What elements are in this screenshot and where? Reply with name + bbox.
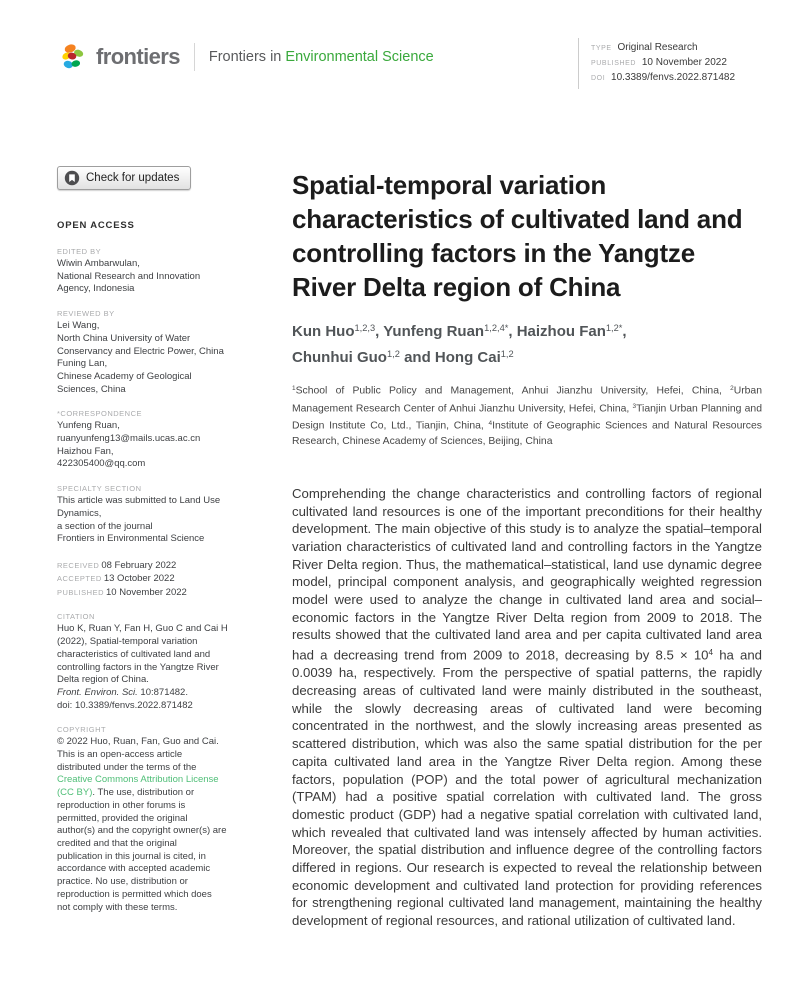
article-title: Spatial-temporal variation characteristics of cultivated land and controlling factors in the Yangtze River Delta region of China	[292, 170, 743, 302]
correspondence-name: Yunfeng Ruan,	[57, 420, 120, 432]
reviewed-by-label: REVIEWED BY	[57, 309, 115, 319]
journal-prefix: Frontiers in	[208, 49, 282, 65]
citation-section	[57, 612, 256, 712]
text-segment: not comply with these terms.	[57, 901, 178, 913]
text-line: National Research and Innovation	[57, 270, 201, 282]
frontiers-wordmark: frontiers	[96, 44, 180, 69]
text-line: North China University of Water	[57, 332, 191, 344]
crossmark-icon	[64, 170, 80, 186]
text-segment: Kun Huo	[292, 323, 355, 341]
reviewed-by-section	[57, 309, 256, 396]
copyright-section	[57, 725, 256, 914]
text-line: a section of the journal	[57, 520, 153, 532]
article-main	[292, 168, 762, 930]
text-segment: credited and that the original	[57, 838, 177, 849]
text-segment: 4	[708, 648, 714, 658]
meta-published-value: 10 November 2022	[641, 57, 727, 68]
correspondence-text	[57, 420, 256, 471]
journal-header	[58, 42, 434, 72]
text-segment: 1	[292, 385, 296, 393]
meta-published-row	[591, 56, 778, 71]
correspondence-name: Haizhou Fan,	[57, 445, 114, 457]
text-line: Sciences, China	[57, 383, 126, 395]
text-segment: distributed under the terms of the	[57, 761, 197, 773]
accepted-label: ACCEPTED	[57, 574, 102, 584]
published-date-row	[57, 586, 256, 600]
journal-name: Environmental Science	[285, 49, 434, 65]
citation-label: CITATION	[57, 612, 95, 622]
affiliations	[292, 381, 762, 449]
text-segment: and Hong Cai	[399, 349, 501, 367]
text-segment: Chunhui Guo	[292, 349, 387, 367]
cc-by-license-link[interactable]: (CC BY)	[57, 787, 93, 799]
text-line: Funing Lan,	[57, 358, 108, 370]
accepted-date-row	[57, 572, 256, 586]
journal-title	[209, 49, 434, 65]
dates-section	[57, 559, 256, 600]
text-segment: Front. Environ. Sci.	[57, 686, 138, 698]
received-date-row	[57, 559, 256, 573]
text-segment: 1,2,3	[354, 323, 376, 333]
text-line: Lei Wang,	[57, 320, 100, 332]
check-for-updates-label: Check for updates	[86, 172, 180, 184]
open-access-badge: OPEN ACCESS	[57, 220, 135, 231]
header-divider	[194, 43, 195, 71]
meta-type-label: TYPE	[591, 45, 612, 52]
citation-text	[57, 623, 256, 712]
text-line: Agency, Indonesia	[57, 283, 135, 295]
author-list	[292, 317, 762, 369]
received-label: RECEIVED	[57, 560, 100, 570]
edited-by-section	[57, 247, 256, 296]
text-segment: 1,2	[386, 349, 400, 360]
meta-doi-value: 10.3389/fenvs.2022.871482	[611, 72, 736, 83]
edited-by-label: EDITED BY	[57, 247, 102, 256]
text-segment: Comprehending the change characteristics and controlling factors of regional cultivated land resources is one of the important preconditions for their healthy development. The main objective of this study is to analyze the spatial–temporal variation characteristics of cultivated land and controlling factors in the Yangtze River Delta region. Thus, the mathematical–statistical, land use dynamic degree model, principal component analysis, and geographically weighted regression model were used to analyze the change in cultivated land area and social–economic factors in the Yangtze River Delta region from 2009 to 2018. The results showed that the cultivated land area and per capita cultivated land area had a decreasing trend from 2009 to 2018, decreasing by 8.5 × 10	[292, 485, 762, 663]
meta-doi-row	[591, 71, 778, 86]
cc-by-license-link[interactable]: Creative Commons Attribution License	[57, 774, 219, 786]
meta-type-row	[591, 41, 778, 56]
text-segment: ha and 0.0039 ha, respectively. From the perspective of spatial patterns, the rapidly decreasing areas of cultivated land were mainly distributed in the southeast, while the slowly decreasing areas of cultivated land were becoming concentrated in the northwest, and the slowly increasing areas presented as scattered distribution, which was also the same spatial distribution for the per capita cultivated land area in the Yangtze River Delta region. Among these factors, population (POP) and the total power of agricultural mechanization (TPAM) had a positive spatial correlation with cultivated land. The gross domestic product (GDP) had a negative spatial correlation with cultivated land, which revealed that cultivated land was intensely affected by human activities. Moreover, the spatial distribution and influence degree of the controlling factors differed in regions. Our research is expected to reveal the relationship between economic development and cultivated land protection for providing references for strengthening regional cultivated land management, maintaining the healthy development of regional resources, and rational utilization of cultivated land.	[292, 647, 763, 929]
article-meta-block	[578, 38, 778, 89]
text-segment: author(s) and the copyright owner(s) are	[57, 825, 227, 837]
text-segment: characteristics of cultivated land and	[57, 648, 211, 660]
text-segment: 3	[632, 402, 637, 410]
text-segment: 2	[730, 385, 734, 393]
text-segment: publication in this journal is cited, in	[57, 850, 206, 862]
text-segment: ,	[622, 323, 627, 341]
specialty-text	[57, 495, 256, 546]
text-line: Dynamics,	[57, 507, 102, 519]
article-sidebar	[57, 166, 256, 927]
text-segment: (2022), Spatial-temporal variation	[57, 636, 198, 648]
text-segment: accordance with accepted academic	[57, 863, 211, 875]
copyright-label: COPYRIGHT	[57, 725, 107, 735]
correspondence-section	[57, 409, 256, 471]
check-for-updates-button[interactable]	[57, 166, 191, 190]
text-segment: 1,2,4*	[484, 323, 509, 333]
published-value: 10 November 2022	[106, 586, 187, 598]
text-segment: practice. No use, distribution or	[57, 876, 188, 888]
text-line: Frontiers in Environmental Science	[57, 533, 205, 545]
frontiers-logo-icon	[58, 42, 88, 72]
specialty-section	[57, 484, 256, 546]
meta-published-label: PUBLISHED	[591, 60, 637, 67]
meta-type-value: Original Research	[617, 42, 698, 53]
text-segment: School of Public Policy and Management, Anhui Jianzhu University, Hefei, China,	[295, 385, 731, 397]
text-segment: This is an open-access article	[57, 749, 183, 761]
accepted-value: 13 October 2022	[103, 573, 175, 585]
text-line: This article was submitted to Land Use	[57, 495, 221, 507]
text-segment: © 2022 Huo, Ruan, Fan, Guo and Cai.	[57, 736, 219, 748]
text-segment: Tianjin Urban Planning and Design Institute Co, Ltd., Tianjin, China,	[292, 403, 762, 432]
text-segment: reproduction in other forums is	[57, 799, 186, 811]
text-segment: . The use, distribution or	[92, 787, 195, 799]
text-segment: Institute of Geographic Sciences and Natural Resources Research, Chinese Academy of Sciences, Beijing, China	[292, 420, 762, 447]
text-segment: , Haizhou Fan	[508, 323, 606, 341]
text-segment: Delta region of China.	[57, 674, 149, 686]
text-segment: , Yunfeng Ruan	[375, 323, 485, 341]
correspondence-email[interactable]: 422305400@qq.com	[57, 458, 146, 470]
text-segment: permitted, provided the original	[57, 812, 188, 824]
text-line: Wiwin Ambarwulan,	[57, 258, 140, 269]
text-segment: 1,2	[500, 349, 514, 360]
received-value: 08 February 2022	[101, 559, 177, 571]
text-segment: 4	[488, 420, 493, 428]
abstract-text	[292, 485, 762, 930]
edited-by-text	[57, 258, 256, 296]
text-segment: Huo K, Ruan Y, Fan H, Guo C and Cai H	[57, 623, 228, 635]
text-segment: 10:871482.	[137, 686, 188, 698]
correspondence-email[interactable]: ruanyunfeng13@mails.ucas.ac.cn	[57, 433, 201, 445]
copyright-text	[57, 736, 256, 914]
text-segment: Urban Management Research Center of Anhui Jianzhu University, Hefei, China,	[292, 385, 762, 415]
text-segment: reproduction is permitted which does	[57, 888, 212, 900]
text-segment: doi: 10.3389/fenvs.2022.871482	[57, 699, 193, 711]
text-line: Chinese Academy of Geological	[57, 370, 192, 382]
specialty-label: SPECIALTY SECTION	[57, 484, 142, 494]
text-segment: controlling factors in the Yangtze River	[57, 661, 219, 673]
text-line: Conservancy and Electric Power, China	[57, 345, 224, 357]
reviewed-by-text	[57, 320, 256, 396]
correspondence-label: *CORRESPONDENCE	[57, 409, 143, 419]
published-label: PUBLISHED	[57, 587, 105, 597]
meta-doi-label: DOI	[591, 75, 606, 82]
text-segment: 1,2*	[605, 323, 623, 333]
